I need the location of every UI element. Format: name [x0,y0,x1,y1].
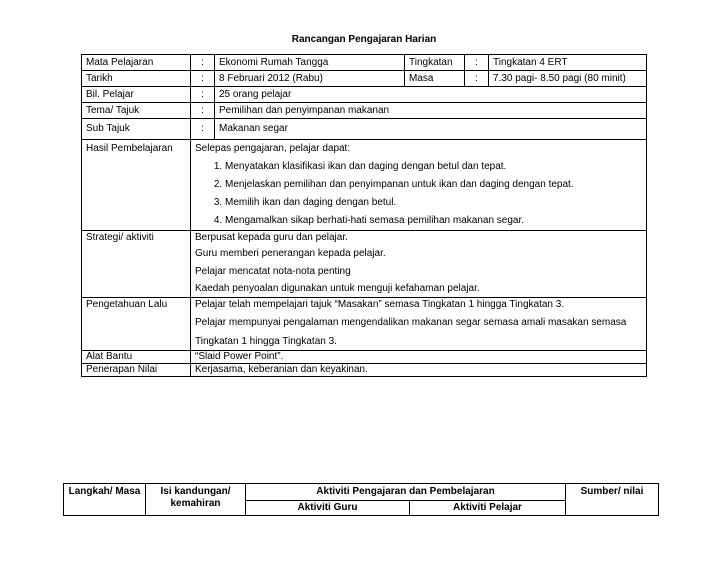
teacher-activity-header: Aktiviti Guru [246,501,410,516]
students-value: 25 orang pelajar [215,87,647,103]
document-title: Rancangan Pengajaran Harian [291,34,437,45]
time-value: 7.30 pagi- 8.50 pagi (80 minit) [489,71,647,87]
strategy-line: Guru memberi penerangan kepada pelajar. [195,248,386,259]
lesson-activity-table [63,483,659,516]
lesson-header-row [64,484,659,501]
subject-row [82,55,647,71]
prior-knowledge-row [82,298,647,351]
time-label: Masa [405,71,465,87]
theme-value: Pemilihan dan penyimpanan makanan [215,103,647,119]
outcomes-label: Hasil Pembelajaran [82,140,191,231]
aids-value: “Slaid Power Point”. [191,351,647,364]
colon: : [191,71,215,87]
prior-line: Tingkatan 1 hingga Tingkatan 3. [195,336,337,347]
colon: : [191,87,215,103]
prior-line: Pelajar mempunyai pengalaman mengendalikan makanan segar semasa amali masakan semasa [195,317,627,328]
subject-label: Mata Pelajaran [82,55,191,71]
outcomes-cell [191,140,647,231]
outcomes-intro: Selepas pengajaran, pelajar dapat: [195,143,351,154]
student-activity-header: Aktiviti Pelajar [410,501,566,516]
prior-cell [191,298,647,351]
strategy-line: Berpusat kepada guru dan pelajar. [195,232,348,243]
outcome-item: 2. Menjelaskan pemilihan dan penyimpanan untuk ikan dan daging dengan tepat. [225,176,642,194]
strategy-cell [191,231,647,298]
resource-header: Sumber/ nilai [566,484,659,516]
colon: : [465,55,489,71]
strategy-label: Strategi/ aktiviti [82,231,191,298]
colon: : [191,55,215,71]
values-label: Penerapan Nilai [82,364,191,377]
subtopic-label: Sub Tajuk [82,119,191,140]
outcome-item: 3. Memilih ikan dan daging dengan betul. [225,194,642,212]
lesson-info-table [81,54,647,377]
outcomes-list [195,158,642,230]
colon: : [191,119,215,140]
level-label: Tingkatan [405,55,465,71]
activity-header: Aktiviti Pengajaran dan Pembelajaran [246,484,566,501]
colon: : [191,103,215,119]
subject-value: Ekonomi Rumah Tangga [215,55,405,71]
values-row [82,364,647,377]
level-value: Tingkatan 4 ERT [489,55,647,71]
theme-label: Tema/ Tajuk [82,103,191,119]
strategy-row [82,231,647,298]
subtopic-row [82,119,647,140]
outcome-item: 4. Mengamalkan sikap berhati-hati semasa pemilihan makanan segar. [225,212,642,230]
values-value: Kerjasama, keberanian dan keyakinan. [191,364,647,377]
prior-line: Pelajar telah mempelajari tajuk “Masakan” semasa Tingkatan 1 hingga Tingkatan 3. [195,299,565,310]
strategy-line: Pelajar mencatat nota-nota penting [195,266,351,277]
date-row [82,71,647,87]
aids-label: Alat Bantu [82,351,191,364]
outcomes-row [82,140,647,231]
theme-row [82,103,647,119]
prior-label: Pengetahuan Lalu [82,298,191,351]
step-header: Langkah/ Masa [64,484,146,516]
students-label: Bil. Pelajar [82,87,191,103]
content-header: Isi kandungan/ kemahiran [146,484,246,516]
students-row [82,87,647,103]
strategy-line: Kaedah penyoalan digunakan untuk menguji kefahaman pelajar. [195,283,480,294]
colon: : [465,71,489,87]
aids-row [82,351,647,364]
subtopic-value: Makanan segar [215,119,647,140]
date-value: 8 Februari 2012 (Rabu) [215,71,405,87]
outcome-item: 1. Menyatakan klasifikasi ikan dan daging dengan betul dan tepat. [225,158,642,176]
date-label: Tarikh [82,71,191,87]
